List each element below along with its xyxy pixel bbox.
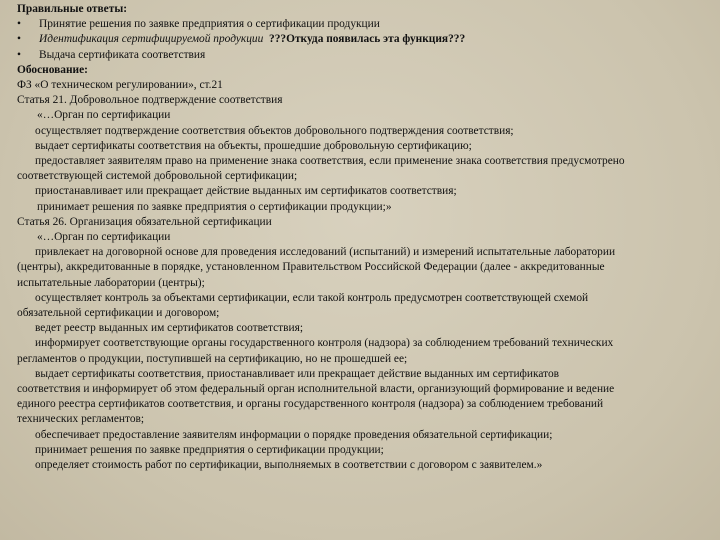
article-21-item: приостанавливает или прекращает действие выданных им сертификатов соответствия; bbox=[35, 185, 457, 198]
article-26-item: ведет реестр выданных им сертификатов соответствия; bbox=[35, 322, 304, 335]
article-26-item: выдает сертификаты соответствия, приостанавливает или прекращает действие выданных им сертификатов bbox=[35, 367, 560, 380]
article-26-title: Статья 26. Организация обязательной сертификации bbox=[17, 215, 272, 228]
answer-question-note: ???Откуда появилась эта функция??? bbox=[269, 33, 466, 46]
article-26-item: определяет стоимость работ по сертификации, выполняемых в соответствии с договором с заявителем.» bbox=[35, 459, 543, 472]
article-21-item-cont: соответствующей системой добровольной сертификации; bbox=[17, 170, 298, 183]
answer-text: Принятие решения по заявке предприятия о сертификации продукции bbox=[39, 18, 380, 31]
article-26-item-cont: технических регламентов; bbox=[17, 413, 145, 426]
bullet-marker: • bbox=[17, 18, 21, 31]
law-reference: ФЗ «О техническом регулировании», ст.21 bbox=[17, 79, 223, 92]
answer-text-italic: Идентификация сертифицируемой продукции bbox=[39, 33, 264, 46]
article-26-item: привлекает на договорной основе для проведения исследований (испытаний) и измерений испытательные лаборатории bbox=[35, 246, 616, 259]
article-26-item-cont: соответствия и информирует об этом федеральный орган исполнительной власти, организующий формирование и ведение bbox=[17, 383, 615, 396]
article-26-item-cont: регламентов о продукции, поступившей на сертификацию, но не прошедшей ее; bbox=[17, 352, 408, 365]
answer-bullet-1 bbox=[17, 17, 706, 32]
article-26-item: принимает решения по заявке предприятия о сертификации продукции; bbox=[35, 443, 384, 456]
answer-text: Выдача сертификата соответствия bbox=[39, 48, 206, 61]
article-21-item: предоставляет заявителям право на применение знака соответствия, если применение знака соответствия предусмотрено bbox=[35, 155, 625, 168]
article-26-item: информирует соответствующие органы государственного контроля (надзора) за соблюдением требований технических bbox=[35, 337, 614, 350]
article-21-item: выдает сертификаты соответствия на объекты, прошедшие добровольную сертификацию; bbox=[35, 139, 472, 152]
article-26-item: обеспечивает предоставление заявителям информации о порядке проведения обязательной сертификации; bbox=[35, 428, 553, 441]
article-26-item-cont: (центры), аккредитованные в порядке, установленном Правительством Российской Федерации (далее - аккредитованные bbox=[17, 261, 605, 274]
answer-bullet-3 bbox=[17, 48, 706, 63]
article-26-item-cont: обязательной сертификации и договором; bbox=[17, 307, 220, 320]
bullet-marker: • bbox=[17, 33, 21, 46]
article-26-organ: «…Орган по сертификации bbox=[37, 231, 171, 244]
article-21-item: осуществляет подтверждение соответствия объектов добровольного подтверждения соответствия; bbox=[35, 124, 514, 137]
correct-answers-heading: Правильные ответы: bbox=[17, 3, 128, 15]
article-21-item: принимает решения по заявке предприятия о сертификации продукции;» bbox=[37, 200, 392, 213]
article-21-title: Статья 21. Добровольное подтверждение соответствия bbox=[17, 94, 283, 107]
bullet-marker: • bbox=[17, 48, 21, 61]
article-21-organ: «…Орган по сертификации bbox=[37, 109, 171, 122]
article-26-item-cont: единого реестра сертификатов соответствия, и органы государственного контроля (надзора) за соблюдением требований bbox=[17, 398, 604, 411]
article-26-item-cont: испытательные лаборатории (центры); bbox=[17, 276, 205, 289]
article-26-item: осуществляет контроль за объектами сертификации, если такой контроль предусмотрен соответствующей схемой bbox=[35, 291, 589, 304]
justification-heading: Обоснование: bbox=[17, 63, 88, 76]
answer-bullet-2 bbox=[17, 32, 706, 47]
